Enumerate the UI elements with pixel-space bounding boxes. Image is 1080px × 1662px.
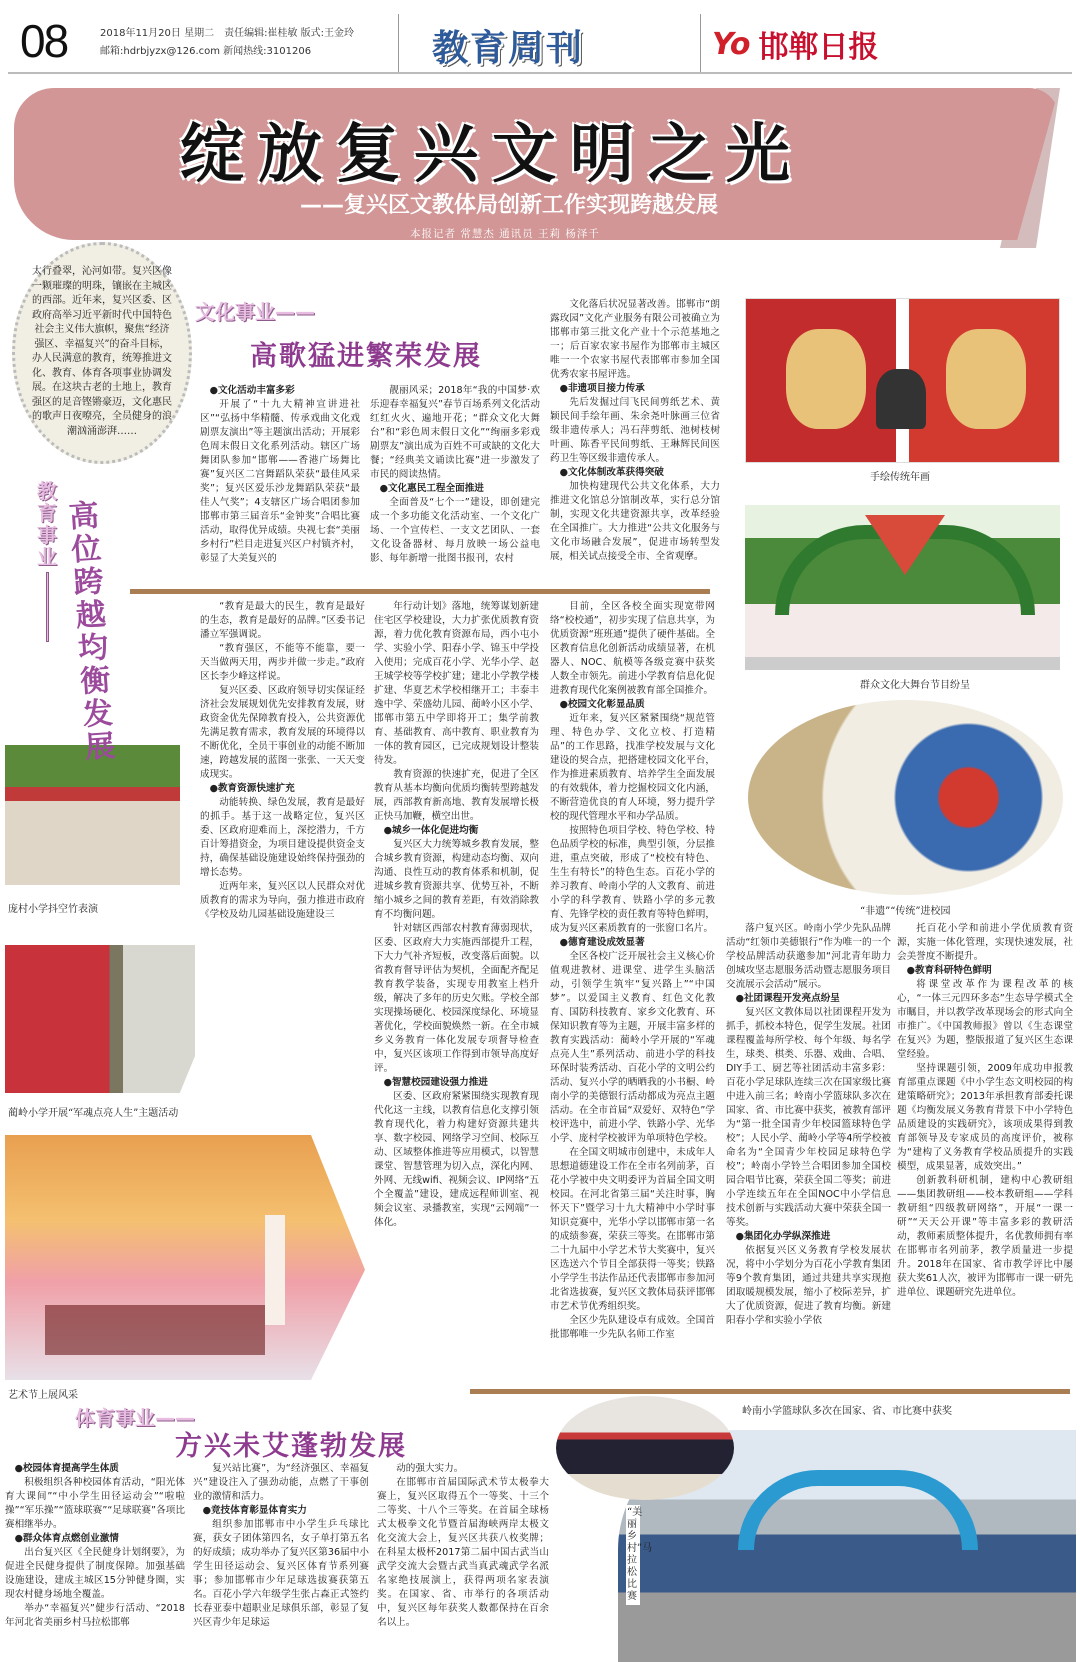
- intro-oval: 太行叠翠，沁河如带。复兴区像一颗璀璨的明珠，镶嵌在主城区的西部。近年来，复兴区委、区政府高举习近平新时代中国特色社会主义伟大旗帜，聚焦“经济强区、幸福复兴”的奋斗目标，办人民满意的教育，统筹推进文化、教育、体育各项事业协调发展。在这块古老的土地上，教育强区的足音铿锵豪迈，文化惠民的歌声日夜嘹亮，全员健身的浪潮汹涌澎湃……: [12, 242, 192, 464]
- paragraph: 动的强大实力。: [396, 1463, 464, 1474]
- paragraph: 动能转换、绿色发展，教育是最好的抓手。基于这一战略定位，复兴区委、区政府迎难而上，深挖潜力，千方百计筹措资金，为项目建设提供资金支持，确保基础设施建设始终保持强劲的增长态势。: [200, 797, 365, 878]
- subheading: ●校园体育提高学生体质: [14, 1463, 119, 1474]
- basketball-team-photo: [556, 1396, 734, 1500]
- paragraph: “教育强区，不能等不能靠，要一天当做两天用，两步并做一步走。”政府区长李少峰这样说。: [200, 643, 365, 682]
- education-column-1: [200, 600, 365, 922]
- culture-section-label: 文化事业——: [195, 300, 315, 324]
- contact-info: 邮箱:hdrbjyzx@126.com 新闻热线:3101206: [100, 46, 312, 57]
- photo-caption: 艺术节上展风采: [8, 1390, 78, 1401]
- paragraph: 出台复兴区《全民健身计划纲要》，为促进全民健身提供了制度保障。加强基础设施建设，建成主城区15分钟健身圈，实现农村健身场地全覆盖。: [5, 1547, 185, 1600]
- heritage-photo: [748, 700, 1063, 895]
- issue-date-editors: 2018年11月20日 星期二 责任编辑:崔桂敏 版式:王金玲: [100, 28, 354, 39]
- paragraph: 创新教科研机制，建构中心教研组——集团教研组——校本教研组——学科教研组“四级教研网络”，开展“一课一研”“天天公开课”等丰富多彩的教研活动，教师素质整体提升，名优教师拥有率在邯郸市名列前茅，教学质量进一步提升。2018年在国家、省市教学评比中屡获大奖61人次，被评为邯郸市一课一研先进单位、课题研究先进单位。: [897, 1175, 1073, 1298]
- paragraph: 加快构建现代公共文化体系，大力推进文化馆总分馆制改革，实行总分馆制，实现文化共建资源共享，改革经验在全国推广。大力推进“公共文化服务与文化市场融合发展”，促进市场转型发展，相关试点接受全市、全省观摩。: [550, 481, 720, 562]
- photo-caption: 手绘传统年画: [870, 472, 930, 483]
- paragraph: 托百花小学和前进小学优质教育资源，实施一体化管理，实现快速发展，社会美誉度不断提升。: [897, 923, 1073, 962]
- education-column-2: [374, 600, 539, 1230]
- paragraph: 近两年来，复兴区以人民群众对优质教育的需求为导向，强力推进市政府《学校及幼儿园基础设施建设三: [200, 881, 365, 920]
- paragraph: 复兴区委、区政府领导切实保证经济社会发展规划优先安排教育发展，财政资金优先保障教育投入，公共资源优先满足教育需求，教育发展的环境得以不断优化，全员干事创业的动能不断加速，跨越发展的蓝图一张张、一天天变成现实。: [200, 685, 365, 780]
- subheading: ●文化惠民工程全面推进: [379, 483, 484, 494]
- subheading: ●智慧校园建设强力推进: [383, 1077, 488, 1088]
- paragraph: 复兴区大力统筹城乡教育发展，整合城乡教育资源，构建动态均衡、双向沟通、良性互动的教育体系和机制，促进城乡教育资源共享、优势互补，不断缩小城乡之间的教育差距，有效消除教育不均衡问题。: [374, 839, 539, 920]
- subheading: ●非遗项目接力传承: [559, 383, 645, 394]
- paragraph: 教育资源的快速扩充，促进了全区教育从基本均衡向优质均衡转型跨越发展，西部教育新高地、教育发展增长极正快马加鞭，横空出世。: [374, 769, 539, 822]
- subheading: ●德育建设成效显著: [559, 937, 645, 948]
- sports-column-1: [5, 1462, 185, 1630]
- culture-section-title: 高歌猛进繁荣发展: [250, 341, 482, 372]
- education-column-5: [897, 922, 1073, 1300]
- section-divider: [470, 1389, 1070, 1394]
- subheading: ●文化活动丰富多彩: [209, 385, 295, 396]
- paragraph: 文化落后状况显著改善。邯郸市“朗露玫园”文化产业服务有限公司被确立为邯郸市第三批文化产业十个示范基地之一；后百家农家书屋作为邯郸市主城区唯一一个农家书屋代表邯郸市参加全国优秀农家书屋评选。: [550, 299, 720, 380]
- paragraph: 全区各校广泛开展社会主义核心价值观进教材、进课堂、进学生头脑活动，引领学生筑牢“复兴路上”“中国梦”。以爱国主义教育、红色文化教育、国防科技教育、家乡文化教育、环保知识教育等为主题，开展丰富多样的教育实践活动：蔺岭小学开展的“军魂点亮人生”系列活动、前进小学的科技环保时装秀活动、百花小学的文明公约活动、复兴小学的晒晒我的小书橱、岭南小学的美德银行活动都成为亮点主题活动。在全市首届“双爱好、双特色”学校评选中，前进小学、铁路小学、光华小学、庞村学校被评为单项特色学校。: [550, 951, 715, 1144]
- subheading: ●城乡一体化促进均衡: [383, 825, 479, 836]
- header-rule: [8, 72, 1072, 74]
- education-section-label: 教育事业: [37, 479, 57, 569]
- paragraph: 复兴站比赛”，为“经济强区、幸福复兴”建设注入了强劲动能，点燃了干事创业的激情和活力。: [193, 1463, 369, 1502]
- paragraph: 目前，全区各校全面实现宽带网络“校校通”，初步实现了信息共享，为优质资源“班班通”提供了硬件基础。全区教育信息化创新活动成绩显著，在机器人、NOC、航模等各级竞赛中获奖人数全市领先。前进小学教育信息化促进教育现代化案例被教育部全国推介。: [550, 601, 715, 696]
- subheading: ●群众体育点燃创业激情: [14, 1533, 119, 1544]
- paragraph: 靓丽风采；2018年“我的中国梦·欢乐迎春幸福复兴”春节百场系列文化活动红红火火、遍地开花；“群众文化大舞台”和“彩色周末假日文化”“绚丽多彩戏剧票友”演出成为百姓不可或缺的文化大餐；“经典美文诵读比赛”进一步激发了市民的阅读热情。: [370, 385, 540, 480]
- sports-section-label: 体育事业——: [75, 1406, 195, 1430]
- logo-mark-icon: Yo: [712, 26, 751, 62]
- paragraph: 依据复兴区义务教育学校发展状况，将中小学划分为百花小学教育集团等9个教育集团，通过共建共享实现抱团取暖规模发展，缩小了校际差异，扩大了优质资源，促进了教育均衡。新建阳春小学和实验小学依: [726, 1245, 891, 1326]
- paragraph: 复兴区文教体局以社团课程开发为抓手，抓校本特色，促学生发展。社团课程覆盖每所学校、每个年级、每名学生，球类、棋类、乐器、戏曲、合唱、DIY手工、厨艺等社团活动丰富多彩：百花小学足球队连续三次在国家级比赛中进入前三名；岭南小学篮球队多次在国家、省、市比赛中获奖，被教育部评为“第一批全国青少年校园篮球特色学校”；人民小学、蔺岭小学等4所学校被命名为“全国青少年校园足球特色学校”；岭南小学铃兰合唱团参加全国校园合唱节比赛，荣获全国二等奖；前进小学连续五年在全国NOC中小学信息技术创新与实践活动大赛中荣获全国一等奖。: [726, 1007, 891, 1228]
- paragraph: 积极组织各种校园体育活动，“阳光体育大课间”“中小学生田径运动会”“啦啦操”“军乐操”“篮球联赛”“足球联赛”各项比赛相继举办。: [5, 1477, 185, 1530]
- paragraph: 按照特色项目学校、特色学校、特色品质学校的标准，典型引领，分层推进，重点突破，形成了“校校有特色、生生有特长”的特色生态。百花小学的养习教育、岭南小学的人文教育、前进小学的科学教育、铁路小学的多元教育、先锋学校的责任教育等特色鲜明，成为复兴区素质教育的一张窗口名片。: [550, 825, 715, 934]
- culture-column-2: [370, 384, 540, 566]
- byline: 本报记者 常慧杰 通讯员 王莉 杨泽千: [410, 228, 600, 240]
- paragraph: 将课堂改革作为课程改革的核心，“一体三元四环多态”生态导学模式全市瞩目，并以教学改革现场会的形式向全市推广。《中国教师报》曾以《生态课堂在复兴》为题，整版报道了复兴区生态课堂经验。: [897, 979, 1073, 1060]
- art-festival-photo: [5, 1135, 365, 1380]
- paragraph: 在邯郸市首届国际武术节太极拳大赛上，复兴区取得五个一等奖、十三个二等奖、十八个三等奖。在首届全球杨式太极拳文化节暨首届海峡两岸太极文化交流大会上，复兴区共获八枚奖牌；在科星太极杯2017第二届中国古武当山武学交流大会暨古武当真武魂武学名派名家绝技展演上，获得两项名家表演奖。在国家、省、市举行的各项活动中，复兴区每年获奖人数都保持在百余名以上。: [377, 1477, 549, 1628]
- photo-caption: 岭南小学篮球队多次在国家、省、市比赛中获奖: [742, 1406, 952, 1417]
- dance-stage-photo: [745, 505, 1060, 670]
- paragraph: 全面普及“七个一”建设，即创建完成一个多功能文化活动室、一个文化广场、一个宣传栏、一支文艺团队、一套文化设备器材、每月放映一场公益电影、每年新增一批图书报刊，农村: [370, 497, 540, 564]
- sports-section-title: 方兴未艾蓬勃发展: [175, 1431, 407, 1462]
- photo-caption: 蔺岭小学开展“军魂点亮人生”主题活动: [8, 1108, 179, 1119]
- paragraph: 在全国文明城市创建中，未成年人思想道德建设工作在全市名列前茅，百花小学被中央文明委评为首届全国文明校园。在河北省第三届“关注时事，胸怀天下”暨学习十九大精神中小学时事知识竞赛中，光华小学以邯郸市第一名的成绩参赛，荣获三等奖。在邯郸市第二十九届中小学艺术节大奖赛中，复兴区选送六个节目全部获得一等奖；铁路小学学生书法作品还代表邯郸市参加河北省选拔赛，复兴区文教体局获评邯郸市艺术节优秀组织奖。: [550, 1147, 715, 1312]
- education-column-4: [726, 922, 891, 1328]
- paragraph: 组织参加邯郸市中小学生乒乓球比赛，获女子团体第四名，女子单打第五名的好成绩；成功举办了复兴区第36届中小学生田径运动会、复兴区体育节系列赛事；参加邯郸市少年足球选拔赛获第五名。百花小学六年级学生张占森正式签约长春亚泰中超职业足球俱乐部，彰显了复兴区青少年足球运: [193, 1519, 369, 1628]
- subheading: ●社团课程开发亮点纷呈: [735, 993, 840, 1004]
- newspaper-name: 邯郸日报: [758, 30, 879, 65]
- photo-caption: “美丽乡村”马拉松比赛: [626, 1505, 640, 1605]
- education-section-title: 高位跨越均衡发展: [67, 498, 117, 766]
- paragraph: “教育是最大的民生，教育是最好的生态，教育是最好的品牌。”区委书记潘立军强调说。: [200, 601, 365, 640]
- diabolo-photo: [5, 745, 180, 885]
- paragraph: 落户复兴区。岭南小学少先队品牌活动“红领巾美德银行”作为唯一的一个学校品牌活动获邀参加“河北青年助力创城攻坚志愿服务活动暨志愿服务项目交流展示会活动”展示。: [726, 923, 891, 990]
- subheading: ●竞技体育彰显体育实力: [202, 1505, 307, 1516]
- subheading: ●校园文化彰显品质: [559, 699, 645, 710]
- military-activity-photo: [5, 945, 195, 1093]
- photo-caption: 庞村小学抖空竹表演: [8, 904, 98, 915]
- paragraph: 全区少先队建设卓有成效。全国首批邯郸唯一少先队名师工作室: [550, 1315, 715, 1340]
- page-number: 08: [20, 15, 68, 67]
- subheading: ●文化体制改革获得突破: [559, 467, 664, 478]
- paragraph: 区委、区政府紧紧围绕实现教育现代化这一主线，以教育信息化支撑引领教育现代化，着力构建好资源共建共享、数字校园、网络学习空间、校际互动、区域整体推进等应用模式，以智慧课堂、智慧管理为切入点，深化内网、外网、无线wifi、视频会议、IP网络“五个全覆盖”建设，建成远程师训室、视频会议室、录播教室，实现“云网端”一体化。: [374, 1091, 539, 1228]
- newspaper-logo: [712, 22, 878, 66]
- subheading: ●集团化办学纵深推进: [735, 1231, 831, 1242]
- paragraph: 先后发掘过闫飞民间剪纸艺术、黄颖民间手绘年画、朱余尧叶脉画三位省级非遗传承人；冯石萍剪纸、池树枝树叶画、陈香平民间剪纸、王琳辉民间医药卫生等区级非遗传承人。: [550, 397, 720, 464]
- sports-column-3: [377, 1462, 549, 1630]
- subheading: ●教育科研特色鲜明: [906, 965, 992, 976]
- paragraph: 近年来，复兴区紧紧围绕“规范管理、特色办学、文化立校、打造精品”的工作思路，找准学校发展与文化建设的契合点，把搭建校园文化平台，作为推进素质教育、培养学生全面发展的有效载体，着力挖掘校园文化内涵，不断营造优良的育人环境，努力提升学校的现代管理水平和办学品质。: [550, 713, 715, 822]
- paragraph: 举办“幸福复兴”健步行活动、“2018年河北省美丽乡村马拉松邯郸: [5, 1603, 185, 1628]
- photo-caption: 群众文化大舞台节目纷呈: [860, 680, 970, 691]
- main-headline: 绽放复兴文明之光: [180, 118, 804, 192]
- subheading: ●教育资源快速扩充: [209, 783, 295, 794]
- new-year-painting-photo: [745, 298, 1060, 463]
- culture-column-3: [550, 298, 720, 564]
- section-divider: [130, 589, 710, 594]
- paragraph: 年行动计划》落地，统筹谋划新建住宅区学校建设，大力扩张优质教育资源，着力优化教育资源布局，西小屯小学、实验小学、阳春小学、锦玉中学投入使用；完成百花小学、光华小学、赵王城学校等学校扩建；建北小学教学楼扩建、华夏艺术学校相继开工；丰泰丰逸中学、荣盛幼儿园、蔺岭小区小学、邯郸市第五中学即将开工；集学前教育、基础教育、高中教育、职业教育为一体的教育园区，已完成规划设计整装待发。: [374, 601, 539, 766]
- photo-caption: “非遗”“传统”进校园: [860, 906, 951, 917]
- section-name: 教育周刊: [432, 28, 585, 69]
- sports-column-2: [193, 1462, 369, 1630]
- label-line: [46, 572, 49, 642]
- header-divider: [398, 14, 399, 72]
- paragraph: 开展了“十九大精神宣讲进社区”“弘扬中华精髓、传承戏曲文化戏剧票友演出”等主题演出活动；开展彩色周末假日文化系列活动。辖区广场舞团队参加“邯郸——香港广场舞比赛”复兴区二宫舞蹈队荣获“最佳风采奖”；复兴区爱乐沙龙舞蹈队荣获“最佳人气奖”；4支辖区广场合唱团参加邯郸市第三届音乐“金钟奖”合唱比赛活动，取得优异成绩。央视七套“美丽乡村行”栏目走进复兴区户村镇齐村，彰显了大美复兴的: [200, 399, 360, 564]
- paragraph: 坚持课题引领，2009年成功申报教育部重点课题《中小学生态文明校园的构建策略研究》；2013年承担教育部委托课题《均衡发展义务教育背景下中小学特色品质建设的实践研究》，该项成果得到教育部领导及专家成员的高度评价，被称为“建构了义务教育学校品质提升的实践模型，成果显著，成效突出。”: [897, 1063, 1073, 1172]
- paragraph: 针对辖区西部农村教育薄弱现状，区委、区政府大力实施西部提升工程，下大力气补齐短板，改变落后面貌。以省教育督导评估为契机，全面配齐配足教育教学装备，实现专用教室上档升级，解决了多年的历史欠账。学校全部实现操场硬化、校园深度绿化、环境显著优化，学校面貌焕然一新。在全市城乡义务教育一体化发展专项督导检查中，复兴区该项工作得到市领导高度好评。: [374, 923, 539, 1074]
- sub-headline: ——复兴区文教体局创新工作实现跨越发展: [300, 193, 719, 218]
- culture-column-1: [200, 384, 360, 566]
- education-column-3: [550, 600, 715, 1342]
- header-divider: [700, 14, 701, 72]
